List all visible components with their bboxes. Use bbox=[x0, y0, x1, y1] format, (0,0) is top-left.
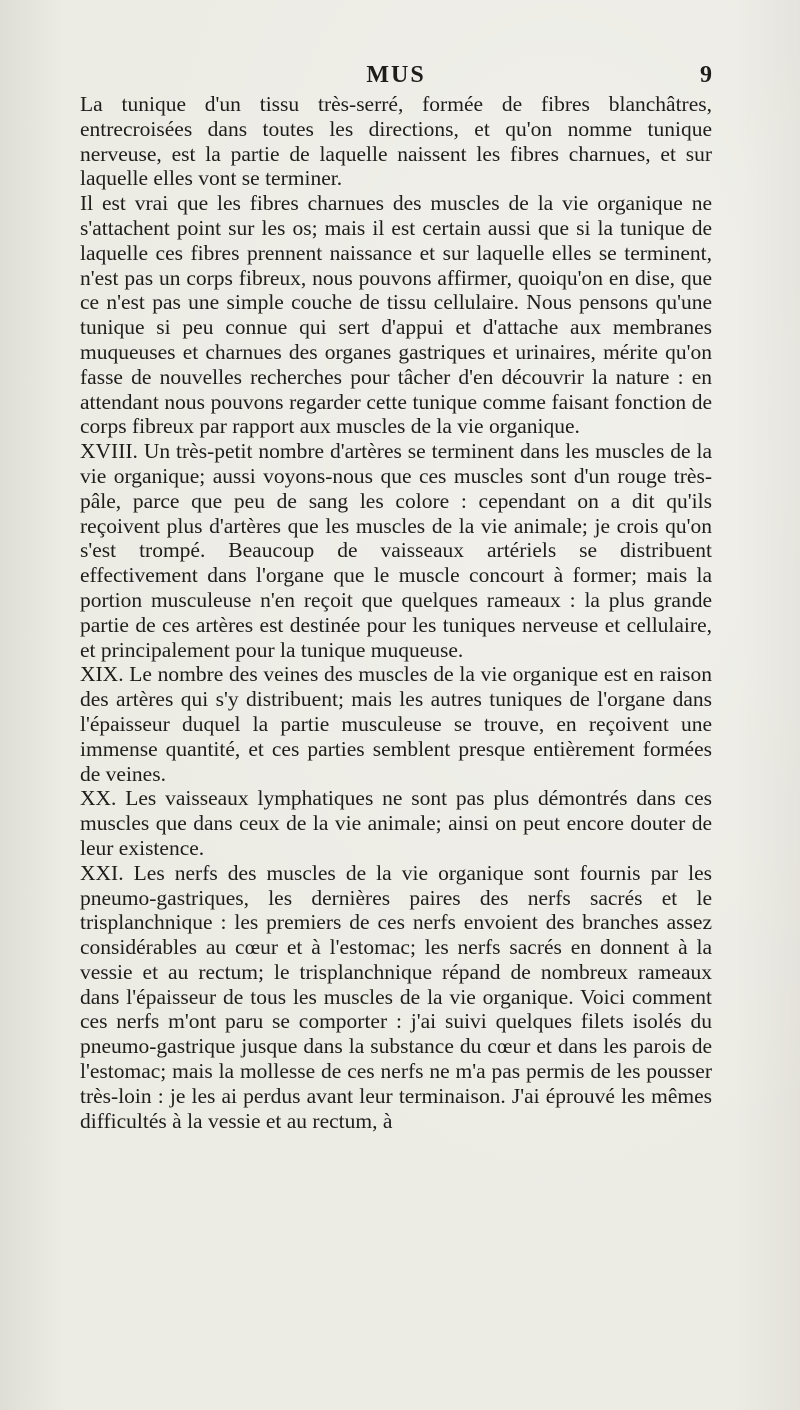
paragraph-xx-lymphatiques: XX. Les vaisseaux lymphatiques ne sont pas plus démontrés dans ces muscles que dans ceux de la vie animale; ainsi on peut encore douter de leur existence. bbox=[80, 786, 712, 860]
paragraph-xxi-nerfs: XXI. Les nerfs des muscles de la vie organique sont fournis par les pneumo-gastriques, les dernières paires des nerfs sacrés et le trisplanchnique : les premiers de ces nerfs envoient des branches assez considérables au cœur et à l'estomac; les nerfs sacrés en donnent à la vessie et au rectum; le trisplanchnique répand de nombreux rameaux dans l'épaisseur de tous les muscles de la vie organique. Voici comment ces nerfs m'ont paru se comporter : j'ai suivi quelques filets isolés du pneumo-gastrique jusque dans la substance du cœur et dans les parois de l'estomac; mais la mollesse de ces nerfs ne m'a pas permis de les pousser très-loin : je les ai perdus avant leur terminaison. J'ai éprouvé les mêmes difficultés à la vessie et au rectum, à bbox=[80, 860, 712, 1133]
page-header bbox=[80, 62, 712, 92]
paragraph-fibres-charnues: Il est vrai que les fibres charnues des muscles de la vie organique ne s'attachent point sur les os; mais il est certain aussi que si la tunique de laquelle ces fibres prennent naissance et sur laquelle elles se terminent, n'est pas un corps fibreux, nous pouvons affirmer, quoiqu'on en dise, que ce n'est pas une simple couche de tissu cellulaire. Nous pensons qu'une tunique si peu connue qui sert d'appui et d'attache aux membranes muqueuses et charnues des organes gastriques et urinaires, mérite qu'on fasse de nouvelles recherches pour tâcher d'en découvrir la nature : en attendant nous pouvons regarder cette tunique comme faisant fonction de corps fibreux par rapport aux muscles de la vie organique. bbox=[80, 191, 712, 439]
paragraph-xix-veines: XIX. Le nombre des veines des muscles de la vie organique est en raison des artères qui s'y distribuent; mais les autres tuniques de l'organe dans l'épaisseur duquel la partie musculeuse se trouve, en reçoivent une immense quantité, et ces parties semblent presque entièrement formées de veines. bbox=[80, 662, 712, 786]
page-number: 9 bbox=[700, 62, 712, 88]
running-head: MUS bbox=[366, 62, 426, 88]
paragraph-tunique-nerveuse: La tunique d'un tissu très-serré, formée de fibres blanchâtres, entrecroisées dans toutes les directions, et qu'on nomme tunique nerveuse, est la partie de laquelle naissent les fibres charnues, et sur laquelle elles vont se terminer. bbox=[80, 92, 712, 191]
paragraph-xviii-arteres: XVIII. Un très-petit nombre d'artères se terminent dans les muscles de la vie organique; aussi voyons-nous que ces muscles sont d'un rouge très-pâle, parce que peu de sang les colore : cependant on a dit qu'ils reçoivent plus d'artères que les muscles de la vie animale; je crois qu'on s'est trompé. Beaucoup de vaisseaux artériels se distribuent effectivement dans l'organe que le muscle concourt à former; mais la portion musculeuse n'en reçoit que quelques rameaux : la plus grande partie de ces artères est destinée pour les tuniques nerveuse et cellulaire, et principalement pour la tunique muqueuse. bbox=[80, 439, 712, 662]
body-text bbox=[80, 92, 712, 1133]
